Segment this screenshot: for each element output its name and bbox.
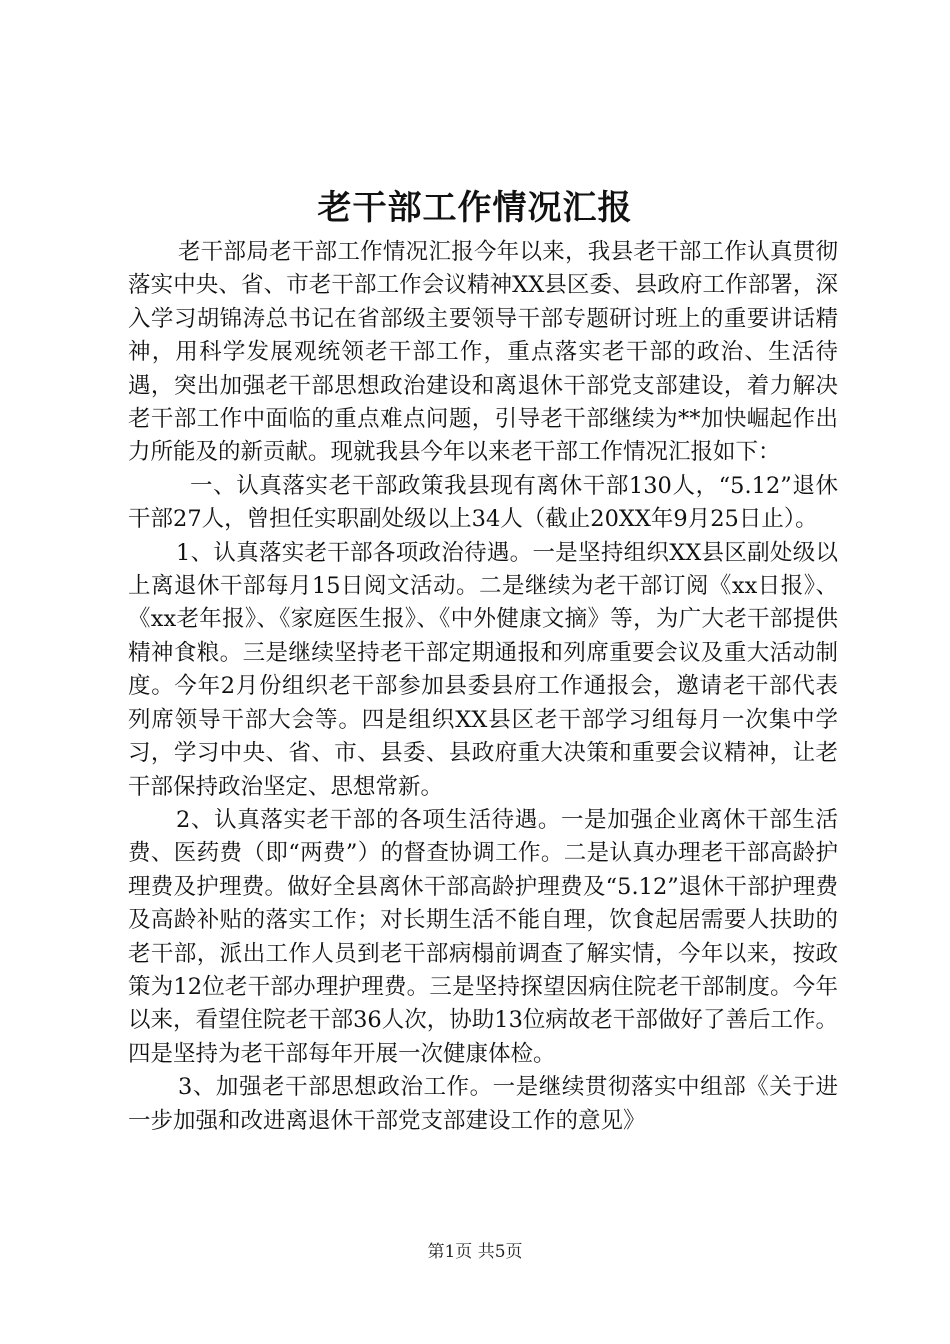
document-body — [128, 236, 838, 1138]
living-treatment-paragraph: 2、认真落实老干部的各项生活待遇。一是加强企业离休干部生活费、医药费（即“两费”）的督查协调工作。二是认真办理老干部高龄护理费及护理费。做好全县离休干部高龄护理费及“5.12”退休干部护理费及高龄补贴的落实工作；对长期生活不能自理，饮食起居需要人扶助的老干部，派出工作人员到老干部病榻前调查了解实情，今年以来，按政策为12位老干部办理护理费。三是坚持探望因病住院老干部制度。今年以来，看望住院老干部36人次，协助13位病故老干部做好了善后工作。四是坚持为老干部每年开展一次健康体检。 — [128, 806, 838, 1067]
political-treatment-paragraph: 1、认真落实老干部各项政治待遇。一是坚持组织XX县区副处级以上离退休干部每月15日阅文活动。二是继续为老干部订阅《xx日报》、《xx老年报》、《家庭医生报》、《中外健康文摘》等，为广大老干部提供精神食粮。三是继续坚持老干部定期通报和列席重要会议及重大活动制度。今年2月份组织老干部参加县委县府工作通报会，邀请老干部代表列席领导干部大会等。四是组织XX县区老干部学习组每月一次集中学习，学习中央、省、市、县委、县政府重大决策和重要会议精神，让老干部保持政治坚定、思想常新。 — [128, 539, 838, 800]
section-one-paragraph: 一、认真落实老干部政策我县现有离休干部130人，“5.12”退休干部27人，曾担任实职副处级以上34人（截止20XX年9月25日止）。 — [128, 472, 838, 533]
ideological-work-paragraph: 3、加强老干部思想政治工作。一是继续贯彻落实中组部《关于进一步加强和改进离退休干部党支部建设工作的意见》 — [128, 1074, 838, 1134]
intro-paragraph: 老干部局老干部工作情况汇报今年以来，我县老干部工作认真贯彻落实中央、省、市老干部工作会议精神XX县区委、县政府工作部署，深入学习胡锦涛总书记在省部级主要领导干部专题研讨班上的重要讲话精神，用科学发展观统领老干部工作，重点落实老干部的政治、生活待遇，突出加强老干部思想政治建设和离退休干部党支部建设，着力解决老干部工作中面临的重点难点问题，引导老干部继续为**加快崛起作出力所能及的新贡献。现就我县今年以来老干部工作情况汇报如下： — [128, 239, 838, 466]
page-indicator: 第1页 共5页 — [427, 1242, 523, 1262]
document-title: 老干部工作情况汇报 — [317, 188, 633, 228]
